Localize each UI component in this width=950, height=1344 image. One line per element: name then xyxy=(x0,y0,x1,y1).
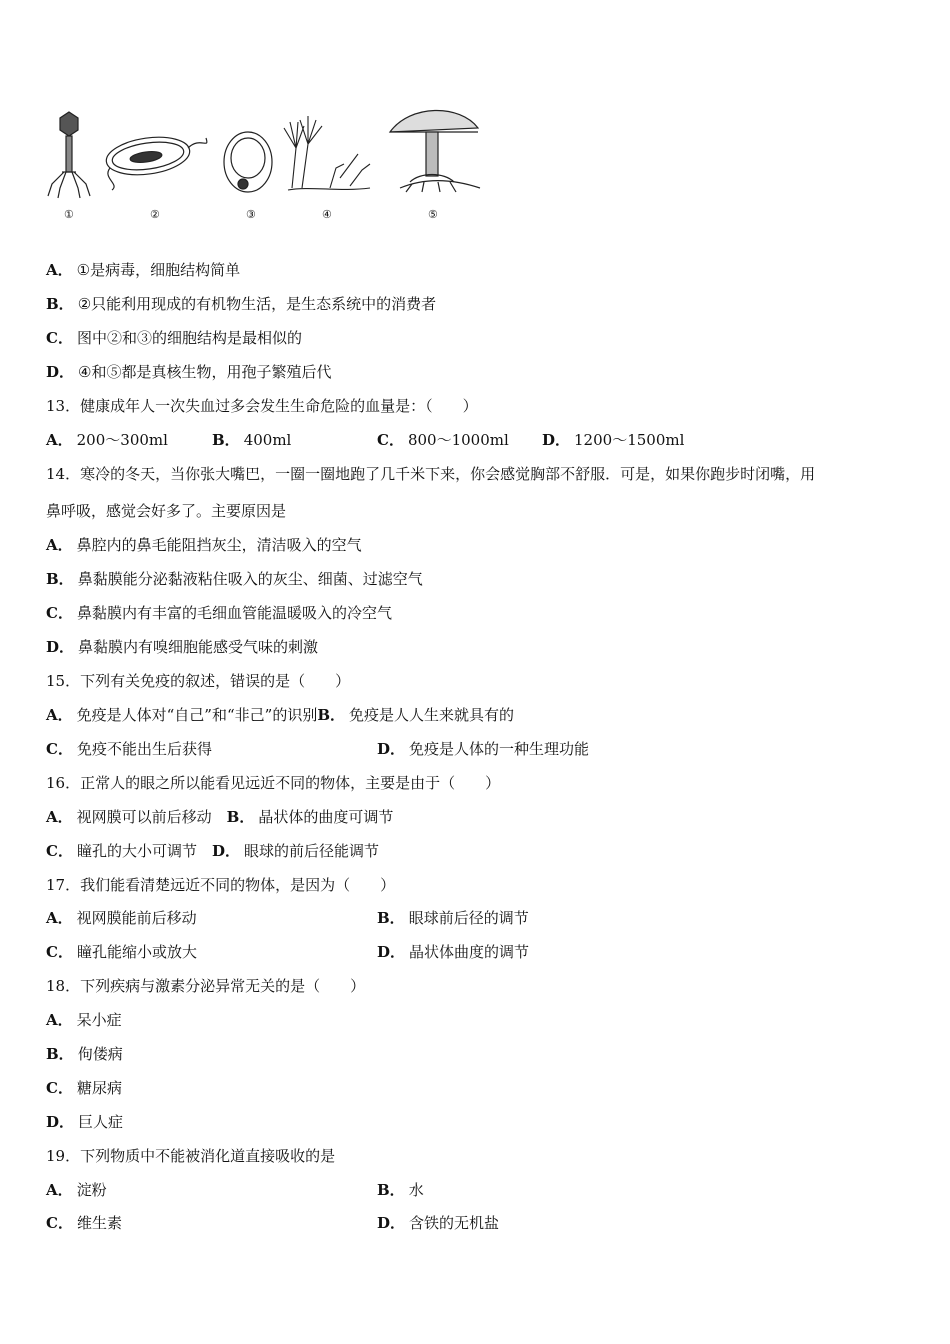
mold-drawing xyxy=(284,116,370,190)
q16-stem: 16．正常人的眼之所以能看见远近不同的物体，主要是由于（ ） xyxy=(46,774,501,792)
q16-option-c: C． 瞳孔的大小可调节 xyxy=(46,842,197,860)
q13-option-c: C． 800～1000ml xyxy=(377,431,509,449)
q13-option-a: A． 200～300ml xyxy=(46,431,168,449)
q17-options-row2 xyxy=(46,942,906,962)
q15-option-b: B． 免疫是人人生来就具有的 xyxy=(317,706,515,724)
q17-option-c: C． 瞳孔能缩小或放大 xyxy=(46,943,197,961)
q18-stem: 18．下列疾病与激素分泌异常无关的是（ ） xyxy=(46,977,366,995)
mushroom-drawing xyxy=(390,110,480,192)
q19-options-row1 xyxy=(46,1180,906,1200)
q12-option-b: B． ②只能利用现成的有机物生活，是生态系统中的消费者 xyxy=(46,295,437,313)
figure-label-1: ① xyxy=(64,208,74,221)
q12-option-a: A． ①是病毒，细胞结构简单 xyxy=(46,261,241,279)
q13-option-d: D． 1200～1500ml xyxy=(542,431,685,449)
q16-options-row1 xyxy=(46,807,393,827)
bacteriophage-drawing xyxy=(48,112,90,198)
q12-option-d: D． ④和⑤都是真核生物，用孢子繁殖后代 xyxy=(46,363,332,381)
q17-option-d: D． 晶状体曲度的调节 xyxy=(377,943,530,961)
yeast-cell-drawing xyxy=(224,132,272,192)
figure-label-2: ② xyxy=(150,208,160,221)
q16-option-b: B． 晶状体的曲度可调节 xyxy=(226,808,394,826)
q17-options-row1 xyxy=(46,908,906,928)
q17-option-b: B． 眼球前后径的调节 xyxy=(377,909,529,927)
q15-option-c: C． 免疫不能出生后获得 xyxy=(46,740,212,758)
q15-option-a: A． 免疫是人体对“自己”和“非己”的识别 xyxy=(46,706,318,724)
figure-label-3: ③ xyxy=(246,208,256,221)
q19-stem: 19．下列物质中不能被消化道直接吸收的是 xyxy=(46,1147,336,1165)
q14-option-b: B． 鼻黏膜能分泌黏液粘住吸入的灰尘、细菌、过滤空气 xyxy=(46,570,423,588)
q14-option-a: A． 鼻腔内的鼻毛能阻挡灰尘，清洁吸入的空气 xyxy=(46,536,362,554)
q16-option-a: A． 视网膜可以前后移动 xyxy=(46,808,212,826)
organism-figure xyxy=(40,98,500,228)
q19-option-c: C． 维生素 xyxy=(46,1214,122,1232)
q16-option-d: D． 眼球的前后径能调节 xyxy=(211,842,380,860)
q12-option-c: C． 图中②和③的细胞结构是最相似的 xyxy=(46,329,302,347)
figure-label-4: ④ xyxy=(322,208,332,221)
q15-options-row2 xyxy=(46,739,906,759)
q19-option-b: B． 水 xyxy=(377,1181,424,1199)
q14-option-d: D． 鼻黏膜内有嗅细胞能感受气味的刺激 xyxy=(46,638,319,656)
q14-stem-line1: 14．寒冷的冬天，当你张大嘴巴，一圈一圈地跑了几千米下来，你会感觉胸部不舒服．可是，如果你跑步时闭嘴，用 xyxy=(46,465,816,483)
q19-option-d: D． 含铁的无机盐 xyxy=(377,1214,500,1232)
q16-options-row2 xyxy=(46,841,379,861)
q18-option-c: C． 糖尿病 xyxy=(46,1079,122,1097)
q15-stem: 15．下列有关免疫的叙述，错误的是（ ） xyxy=(46,672,351,690)
q17-stem: 17．我们能看清楚远近不同的物体，是因为（ ） xyxy=(46,876,396,894)
q14-option-c: C． 鼻黏膜内有丰富的毛细血管能温暖吸入的冷空气 xyxy=(46,604,392,622)
q18-option-d: D． 巨人症 xyxy=(46,1113,124,1131)
q18-option-b: B． 佝偻病 xyxy=(46,1045,123,1063)
bacterium-drawing xyxy=(104,132,207,190)
q19-option-a: A． 淀粉 xyxy=(46,1181,107,1199)
q19-options-row2 xyxy=(46,1213,906,1233)
q13-stem: 13．健康成年人一次失血过多会发生生命危险的血量是：（ ） xyxy=(46,397,478,415)
q14-stem-line2: 鼻呼吸，感觉会好多了。主要原因是 xyxy=(46,502,287,520)
q15-option-d: D． 免疫是人体的一种生理功能 xyxy=(377,740,590,758)
q15-options-row1 xyxy=(46,705,514,725)
q17-option-a: A． 视网膜能前后移动 xyxy=(46,909,197,927)
q18-option-a: A． 呆小症 xyxy=(46,1011,122,1029)
figure-label-5: ⑤ xyxy=(428,208,438,221)
q13-option-b: B． 400ml xyxy=(212,431,292,449)
